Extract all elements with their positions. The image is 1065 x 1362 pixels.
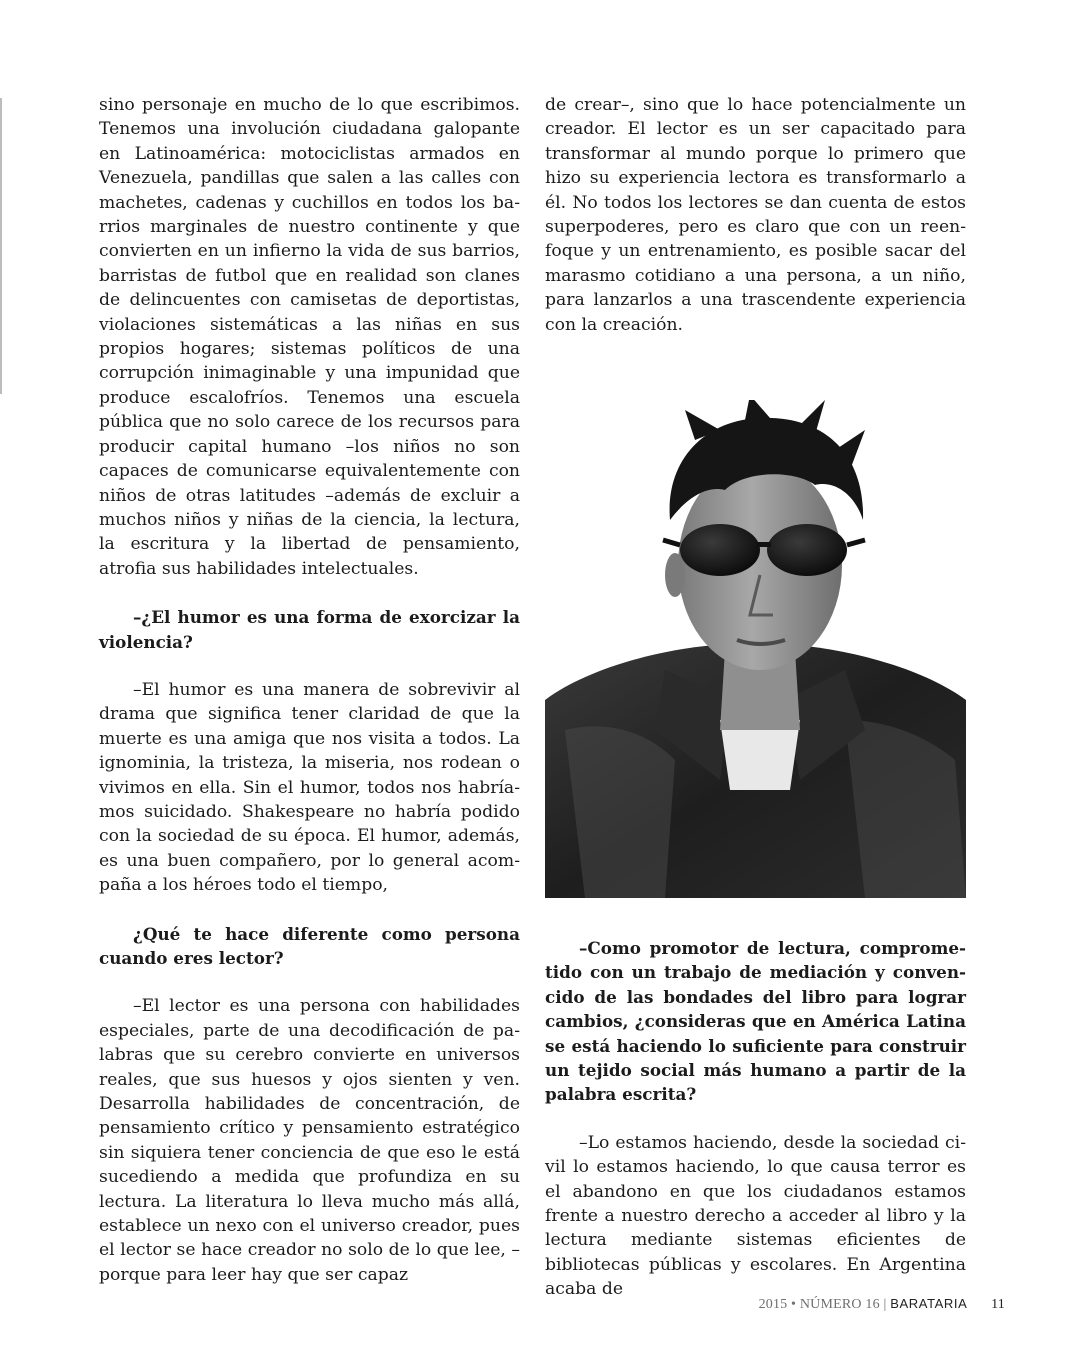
- page-footer: [759, 1296, 1005, 1313]
- issue-label: 2015 • NÚMERO 16 |: [758, 1297, 887, 1312]
- body-paragraph: de crear–, sino que lo hace potencialmente un creador. El lector es un ser capacitado para transformar al mundo porque lo primero que hizo su experiencia lectora es transformarlo a él. No todos los lectores se dan cuenta de estos superpoderes, pero es claro que con un reenfoque y un entrenamiento, es posible sacar del marasmo cotidiano a una persona, a un niño, para lanzarlos a una trascendente experiencia con la creación.: [545, 95, 966, 335]
- interview-answer: –El humor es una manera de sobrevivir al drama que significa tener claridad de que la muerte es una amiga que nos visita a todos. La ignominia, la tristeza, la miseria, nos rodean o vivimos en ella. Sin el humor, todos nos habríamos suicidado. Shakespeare no habría podido con la sociedad de su época. El humor, además, es una buen compañero, por lo general acompaña a los héroes todo el tiempo,: [99, 679, 520, 896]
- magazine-name: BARATARIA: [890, 1296, 968, 1311]
- body-paragraph: sino personaje en mucho de lo que escribimos. Tenemos una involución ciudadana galopante en Latinoamérica: motociclistas armados en Venezuela, pandillas que salen a las calles con machetes, cadenas y cuchillos en todos los barrios marginales de nuestro continente y que convierten en un infierno la vida de sus barrios, barristas de futbol que en realidad son clanes de delincuentes con camisetas de deportistas, violaciones sistemáticas a las niñas en sus propios hogares; sistemas políticos de una corrupción inimaginable y una impunidad que produce escalofríos. Tenemos una escuela pública que no solo carece de los recursos para producir capital humano –los niños no son capaces de comunicarse equivalentemente con niños de otras latitudes –además de excluir a muchos niños y niñas de la ciencia, la lectura, la escritura y la libertad de pensamiento, atrofia sus habilidades intelectuales.: [99, 95, 520, 579]
- interview-answer: –Lo estamos haciendo, desde la sociedad civil lo estamos haciendo, lo que causa terror es el abandono en que los ciudadanos estamos frente a nuestro derecho a acceder al libro y la lectura mediante sistemas eficientes de bibliotecas públicas y escolares. En Argentina acaba de: [545, 1132, 966, 1300]
- portrait-photo: [545, 400, 966, 898]
- margin-rule: [0, 98, 2, 394]
- page-number: 11: [991, 1297, 1005, 1312]
- interview-question: ¿Qué te hace diferente como persona cuando eres lector?: [99, 923, 520, 968]
- right-column-lower: [545, 936, 966, 1302]
- left-column: [99, 93, 520, 1287]
- interview-answer: –El lector es una persona con habilidades especiales, parte de una decodificación de palabras que su cerebro convierte en universos reales, que sus huesos y ojos sienten y ven. Desarrolla habilidades de concentración, de pensamiento crítico y pensamiento estratégico sin siquiera tener conciencia de que eso le está sucediendo a medida que profundiza en su lectura. La literatura lo lleva mucho más allá, establece un nexo con el universo creador, pues el lector se hace creador no solo de lo que lee, –porque para leer hay que ser capaz: [99, 996, 520, 1285]
- interview-question: –¿El humor es una forma de exorcizar la violencia?: [99, 607, 520, 652]
- interview-question: –Como promotor de lectura, comprometido con un trabajo de mediación y convencido de las bondades del libro para lograr cambios, ¿consideras que en América Latina se está haciendo lo suficiente para construir un tejido social más humano a partir de la palabra escrita?: [545, 938, 966, 1105]
- right-column: [545, 93, 966, 337]
